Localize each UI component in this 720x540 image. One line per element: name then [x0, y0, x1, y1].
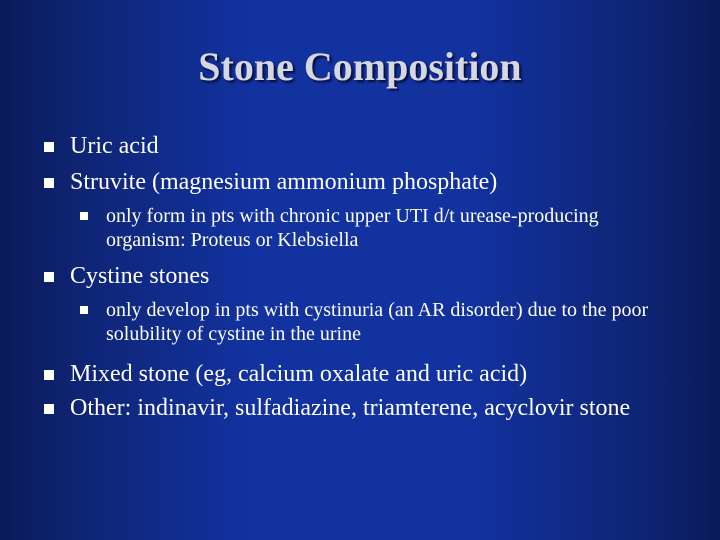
slide-title: Stone Composition	[198, 44, 522, 89]
bullet-item-mixed-stone: Mixed stone (eg, calcium oxalate and uric acid)	[70, 361, 528, 387]
bullet-square-icon	[44, 272, 54, 282]
sub-bullet-square-icon	[80, 212, 88, 220]
bullet-square-icon	[44, 142, 54, 152]
bullet-square-icon	[44, 370, 54, 380]
sub-bullet-square-icon	[80, 306, 88, 314]
bullet-item-cystine: Cystine stones	[70, 263, 210, 289]
bullet-square-icon	[44, 404, 54, 414]
bullet-item-struvite: Struvite (magnesium ammonium phosphate)	[70, 169, 498, 195]
sub-item-cystine-note: only develop in pts with cystinuria (an AR disorder) due to the poor solubility of cystine in the urine	[106, 299, 649, 345]
bullet-square-icon	[44, 178, 54, 188]
bullet-item-uric-acid: Uric acid	[70, 133, 159, 159]
sub-item-struvite-note: only form in pts with chronic upper UTI d/t urease-producing organism: Proteus or Klebsiella	[106, 205, 599, 251]
bullet-item-other: Other: indinavir, sulfadiazine, triamterene, acyclovir stone	[70, 395, 631, 421]
